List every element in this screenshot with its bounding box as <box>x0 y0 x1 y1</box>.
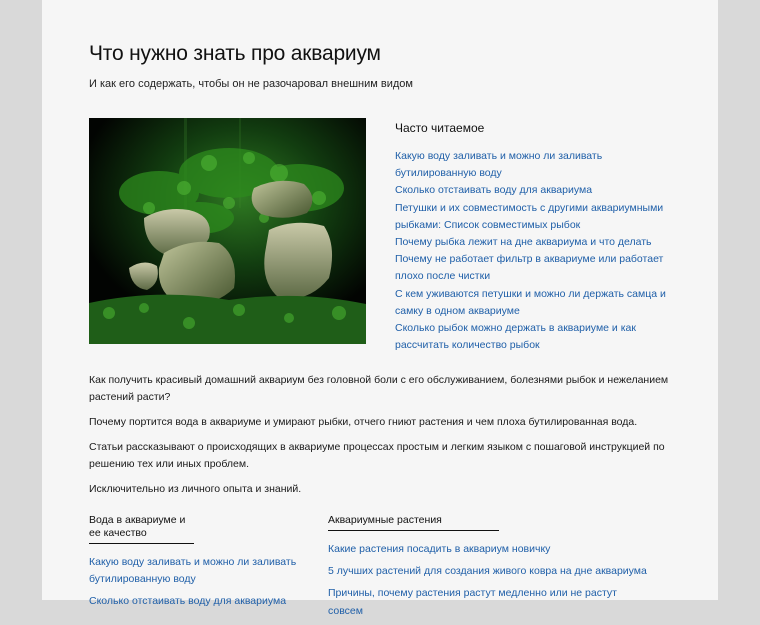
section-title: Вода в аквариуме и ее качество <box>89 514 194 544</box>
popular-link[interactable]: Петушки и их совместимость с другими аквариумными рыбками: Список совместимых рыбок <box>395 201 664 231</box>
popular-section <box>395 121 675 354</box>
list-item <box>89 593 299 610</box>
list-item <box>328 563 648 580</box>
list-item <box>395 251 675 285</box>
intro-text <box>89 372 679 506</box>
section-link[interactable]: Какие растения посадить в аквариум новичку <box>328 543 551 555</box>
list-item <box>328 541 648 558</box>
hero-aquarium-image <box>89 118 366 344</box>
popular-link[interactable]: Почему не работает фильтр в аквариуме или работает плохо после чистки <box>395 253 664 283</box>
popular-link[interactable]: Какую воду заливать и можно ли заливать бутилированную воду <box>395 150 603 180</box>
page-container <box>42 0 718 617</box>
section-list <box>89 554 299 611</box>
list-item <box>395 200 675 234</box>
aquarium-photo-icon <box>89 118 366 344</box>
section-plants <box>328 514 648 625</box>
list-item <box>395 148 675 182</box>
intro-paragraph: Почему портится вода в аквариуме и умирают рыбки, отчего гниют растения и чем плоха бутилированная вода. <box>89 416 638 428</box>
intro-paragraph: Как получить красивый домашний аквариум без головной боли с его обслуживанием, болезнями рыбок и нежеланием растений расти? <box>89 374 669 403</box>
list-item <box>395 234 675 251</box>
list-item <box>395 182 675 199</box>
list-item <box>328 585 648 619</box>
section-list <box>328 541 648 620</box>
site-subtitle: И как его содержать, чтобы он не разочаровал внешним видом <box>89 78 413 90</box>
popular-link[interactable]: Сколько рыбок можно держать в аквариуме и как рассчитать количество рыбок <box>395 322 636 352</box>
intro-paragraph: Статьи рассказывают о происходящих в аквариуме процессах простым и легким языком с пошаговой инструкцией по решению тех или иных проблем. <box>89 441 665 470</box>
section-link[interactable]: Сколько отстаивать воду для аквариума <box>89 595 287 608</box>
popular-title: Часто читаемое <box>395 121 485 135</box>
popular-list <box>395 148 675 354</box>
popular-link[interactable]: С кем уживаются петушки и можно ли держать самца и самку в одном аквариуме <box>395 287 666 317</box>
intro-paragraph: Исключительно из личного опыта и знаний. <box>89 483 302 495</box>
section-link[interactable]: Какую воду заливать и можно ли заливать бутилированную воду <box>89 556 297 586</box>
section-link[interactable]: 5 лучших растений для создания живого ковра на дне аквариума <box>328 565 647 578</box>
section-link[interactable]: Причины, почему растения растут медленно или не растут совсем <box>328 587 617 617</box>
popular-link[interactable]: Почему рыбка лежит на дне аквариума и что делать <box>395 236 652 249</box>
list-item <box>89 554 299 588</box>
site-title: Что нужно знать про аквариум <box>89 42 381 65</box>
section-water <box>89 514 299 616</box>
popular-link[interactable]: Сколько отстаивать воду для аквариума <box>395 184 593 197</box>
list-item <box>395 286 675 320</box>
list-item <box>395 320 675 354</box>
section-title: Аквариумные растения <box>328 514 499 531</box>
